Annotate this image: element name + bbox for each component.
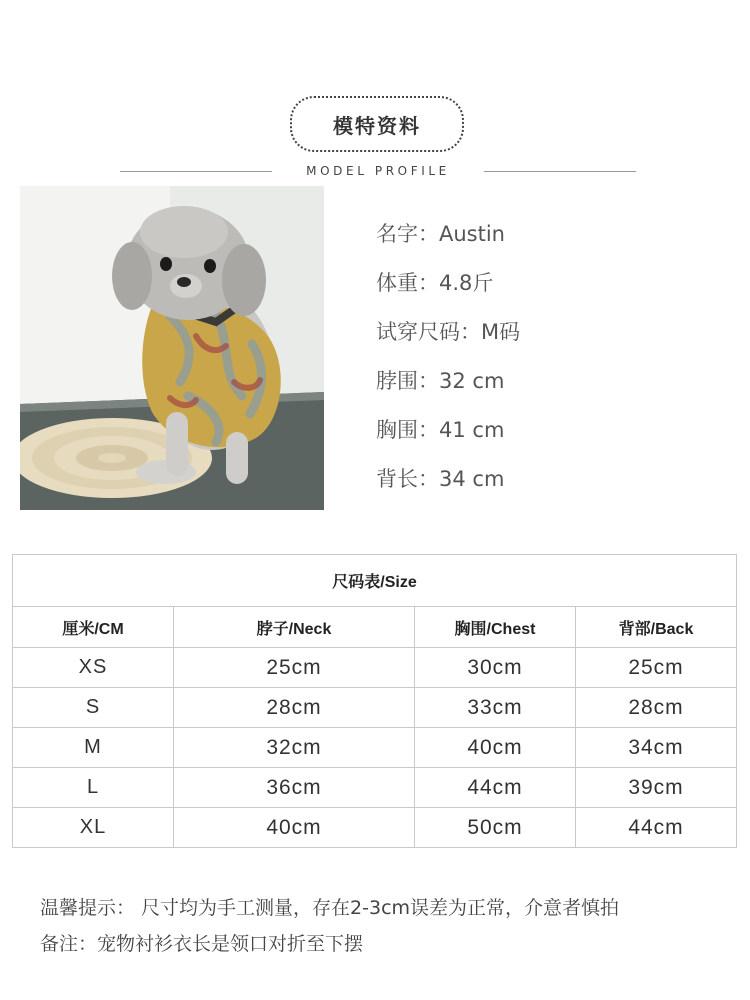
model-details-list (376, 214, 716, 508)
table-header-row (13, 607, 737, 648)
back-value: 34cm (576, 728, 737, 768)
chest-value: 50cm (415, 808, 576, 848)
detail-chest: 胸围：41 cm (376, 418, 505, 442)
chest-value: 30cm (415, 648, 576, 688)
table-caption-row (13, 555, 737, 607)
header-chest: 胸围/Chest (415, 607, 576, 648)
subtitle-row (120, 160, 636, 182)
size-chart-table (12, 554, 737, 848)
table-caption: 尺码表/Size (13, 555, 737, 607)
chest-value: 40cm (415, 728, 576, 768)
table-row (13, 648, 737, 688)
detail-neck: 脖围：32 cm (376, 369, 505, 393)
size-label: XS (13, 648, 174, 688)
neck-value: 40cm (174, 808, 415, 848)
divider-right (484, 171, 636, 172)
size-label: S (13, 688, 174, 728)
section-title: 模特资料 (333, 113, 421, 138)
chest-value: 44cm (415, 768, 576, 808)
section-subtitle: MODEL PROFILE (306, 164, 450, 178)
back-value: 25cm (576, 648, 737, 688)
back-value: 44cm (576, 808, 737, 848)
measurement-tip: 温馨提示： 尺寸均为手工测量，存在2-3cm误差为正常，介意者慎拍 (40, 897, 620, 919)
header-back: 背部/Back (576, 607, 737, 648)
divider-left (120, 171, 272, 172)
neck-value: 25cm (174, 648, 415, 688)
neck-value: 36cm (174, 768, 415, 808)
table-row (13, 728, 737, 768)
shirt-length-note: 备注：宠物衬衫衣长是领口对折至下摆 (40, 933, 364, 955)
detail-back-length: 背长：34 cm (376, 467, 505, 491)
section-title-badge (290, 96, 464, 152)
back-value: 39cm (576, 768, 737, 808)
header-cm: 厘米/CM (13, 607, 174, 648)
table-row (13, 688, 737, 728)
detail-fitting-size: 试穿尺码：M码 (376, 320, 521, 344)
detail-weight: 体重：4.8斤 (376, 271, 494, 295)
table-row (13, 768, 737, 808)
size-label: L (13, 768, 174, 808)
chest-value: 33cm (415, 688, 576, 728)
detail-name: 名字：Austin (376, 222, 505, 246)
table-row (13, 808, 737, 848)
back-value: 28cm (576, 688, 737, 728)
size-label: M (13, 728, 174, 768)
neck-value: 32cm (174, 728, 415, 768)
model-dog-photo (20, 186, 324, 510)
dog-photo-illustration (20, 186, 324, 510)
notes-block (40, 893, 730, 965)
header-neck: 脖子/Neck (174, 607, 415, 648)
size-label: XL (13, 808, 174, 848)
neck-value: 28cm (174, 688, 415, 728)
